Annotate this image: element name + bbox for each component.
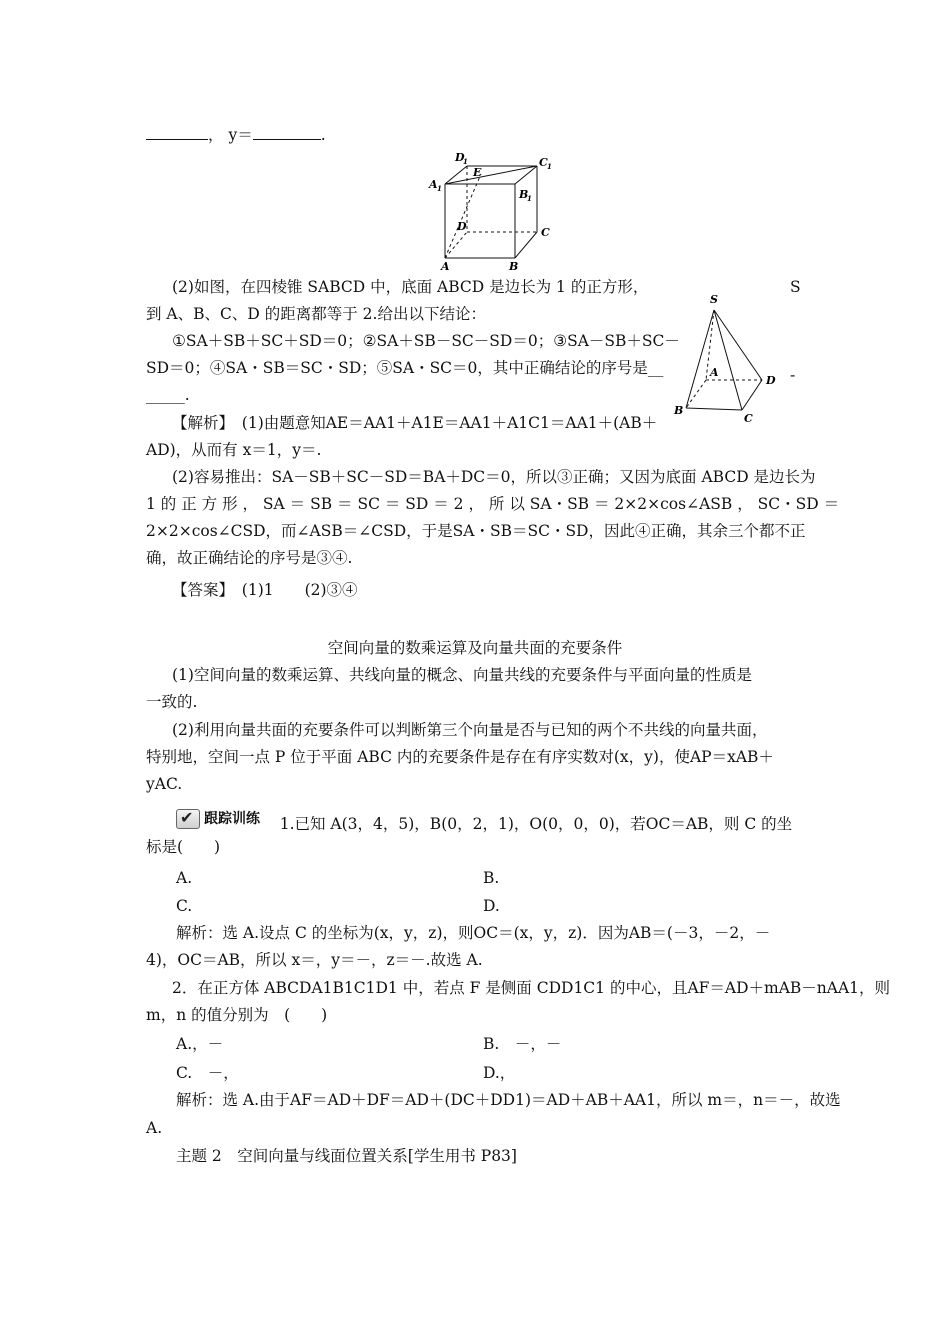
analysis-line-2: AD)，从而有 x＝1，y＝.: [146, 441, 322, 459]
edge-SC: [714, 310, 742, 410]
edge-SB: [686, 310, 714, 408]
edge-BC: [686, 408, 742, 410]
q1-option-b[interactable]: B.: [483, 869, 500, 887]
q1-solution-a: 解析：选 A.设点 C 的坐标为(x，y，z)，则OC＝(x，y，z)．因为AB＝(－3，－2，－: [176, 924, 771, 942]
hidden-segment-AE: [445, 174, 481, 258]
q2-line-4: SD＝0；④SA・SB＝SC・SD；⑤SA・SC＝0，其中正确结论的序号是__: [146, 359, 664, 377]
answer-text: (1)1 (2)③④: [241, 581, 358, 599]
cube-figure: [425, 148, 565, 272]
answer-blank[interactable]: [146, 125, 208, 140]
fill-blank-line: ， y＝ .: [146, 124, 326, 146]
label-D1: D: [455, 151, 465, 164]
section-p2-c: yAC.: [146, 775, 183, 793]
analysis-line-3: (2)容易推出：SA－SB＋SC－SD＝BA＋DC＝0，所以③正确；又因为底面 ABCD 是边长为: [172, 468, 816, 486]
diagonal-A1C1: [445, 166, 537, 184]
answer-line: [172, 579, 358, 601]
topic-heading: 主题 2 空间向量与线面位置关系[学生用书 P83]: [176, 1147, 517, 1165]
q2-solution-b: A.: [146, 1119, 163, 1137]
analysis-tag: 【解析】: [172, 414, 227, 432]
answer-blank[interactable]: [253, 125, 321, 140]
practice-badge: ✔ 跟踪训练: [176, 808, 260, 830]
y-equals: y＝: [228, 126, 253, 144]
q2-letter-s: S: [790, 278, 801, 296]
checkmark-icon: [176, 809, 200, 829]
practice-q2-line-2: m，n 的值分别为 ( ): [146, 1006, 328, 1024]
svg-text:1: 1: [527, 194, 532, 203]
edge-BC: [515, 232, 537, 258]
svg-text:1: 1: [547, 162, 552, 171]
analysis-line-6: 确，故正确结论的序号是③④.: [146, 549, 353, 567]
practice-q1-line-2: 标是( ): [146, 838, 221, 856]
practice-q2-line-1: 2．在正方体 ABCDA1B1C1D1 中，若点 F 是侧面 CDD1C1 的中心，且AF＝AD＋mAB－nAA1，则: [172, 979, 891, 997]
q2-option-b[interactable]: B. －，－: [483, 1035, 562, 1053]
edge-SD: [714, 310, 762, 380]
label-B: B: [674, 404, 684, 417]
label-A: A: [710, 366, 719, 379]
pyramid-figure: [672, 290, 782, 424]
label-A1: A: [429, 178, 438, 191]
label-D: D: [457, 220, 467, 233]
label-D: D: [766, 374, 776, 387]
comma: ，: [208, 126, 224, 144]
q1-option-a[interactable]: A.: [176, 869, 193, 887]
label-A: A: [441, 260, 450, 272]
hidden-edge-AD: [445, 232, 467, 258]
q1-option-c[interactable]: C.: [176, 897, 193, 915]
analysis-line-1: 【解析】 (1)由题意知AE＝AA1＋A1E＝AA1＋A1C1＝AA1＋(AB＋: [172, 414, 658, 432]
label-C: C: [541, 226, 550, 239]
q2-line-2: 到 A、B、C、D 的距离都等于 2.给出以下结论：: [146, 305, 486, 323]
label-B1: B: [519, 188, 529, 201]
q2-line-5: _____.: [146, 386, 190, 404]
q2-option-d[interactable]: D.，: [483, 1064, 516, 1082]
q2-option-a[interactable]: A.，－: [176, 1035, 224, 1053]
q1-option-d[interactable]: D.: [483, 897, 500, 915]
label-E: E: [473, 166, 482, 179]
edge-CD: [742, 380, 762, 410]
section-p1-a: (1)空间向量的数乘运算、共线向量的概念、向量共线的充要条件与平面向量的性质是: [172, 666, 752, 684]
section-title: 空间向量的数乘运算及向量共面的充要条件: [327, 639, 623, 657]
analysis-line-4: 1 的 正 方 形 ， SA ＝ SB ＝ SC ＝ SD ＝ 2 ， 所 以 SA・SB ＝ 2×2×cos∠ASB ， SC・SD ＝: [146, 495, 840, 513]
q2-line-1: (2)如图，在四棱锥 SABCD 中，底面 ABCD 是边长为 1 的正方形，: [172, 278, 649, 296]
answer-tag: 【答案】: [172, 581, 227, 599]
section-p1-b: 一致的.: [146, 693, 198, 711]
analysis-line-5: 2×2×cos∠CSD，而∠ASB＝∠CSD，于是SA・SB＝SC・SD，因此④正确，其余三个都不正: [146, 522, 806, 540]
section-p2-b: 特别地，空间一点 P 位于平面 ABC 内的充要条件是存在有序实数对(x，y)，使AP＝xAB＋: [146, 748, 774, 766]
hidden-edge-AB: [686, 380, 706, 408]
label-B: B: [509, 260, 519, 272]
svg-text:1: 1: [463, 157, 468, 166]
q2-line-3: ①SA＋SB＋SC＋SD＝0；②SA＋SB－SC－SD＝0；③SA－SB＋SC－: [172, 332, 680, 350]
section-p2-a: (2)利用向量共面的充要条件可以判断第三个向量是否与已知的两个不共线的向量共面，: [172, 721, 768, 739]
q2-solution-a: 解析：选 A.由于AF＝AD＋DF＝AD＋(DC＋DD1)＝AD＋AB＋AA1，所以 m＝，n＝－，故选: [176, 1091, 841, 1109]
label-C1: C: [539, 156, 548, 169]
edge-A1D1: [445, 166, 467, 184]
q2-dash: -: [790, 366, 796, 384]
label-S: S: [710, 293, 718, 306]
svg-text:1: 1: [437, 184, 442, 193]
q1-solution-b: 4)，OC＝AB，所以 x＝，y＝－，z＝－.故选 A.: [146, 951, 483, 969]
label-C: C: [744, 412, 753, 424]
practice-q1-line-1: ✔ 跟踪训练 1.已知 A(3，4，5)，B(0，2，1)，O(0，0，0)，若OC＝AB，则 C 的坐: [176, 808, 792, 835]
edge-B1C1: [515, 166, 537, 184]
q2-option-c[interactable]: C. －，: [176, 1064, 239, 1082]
